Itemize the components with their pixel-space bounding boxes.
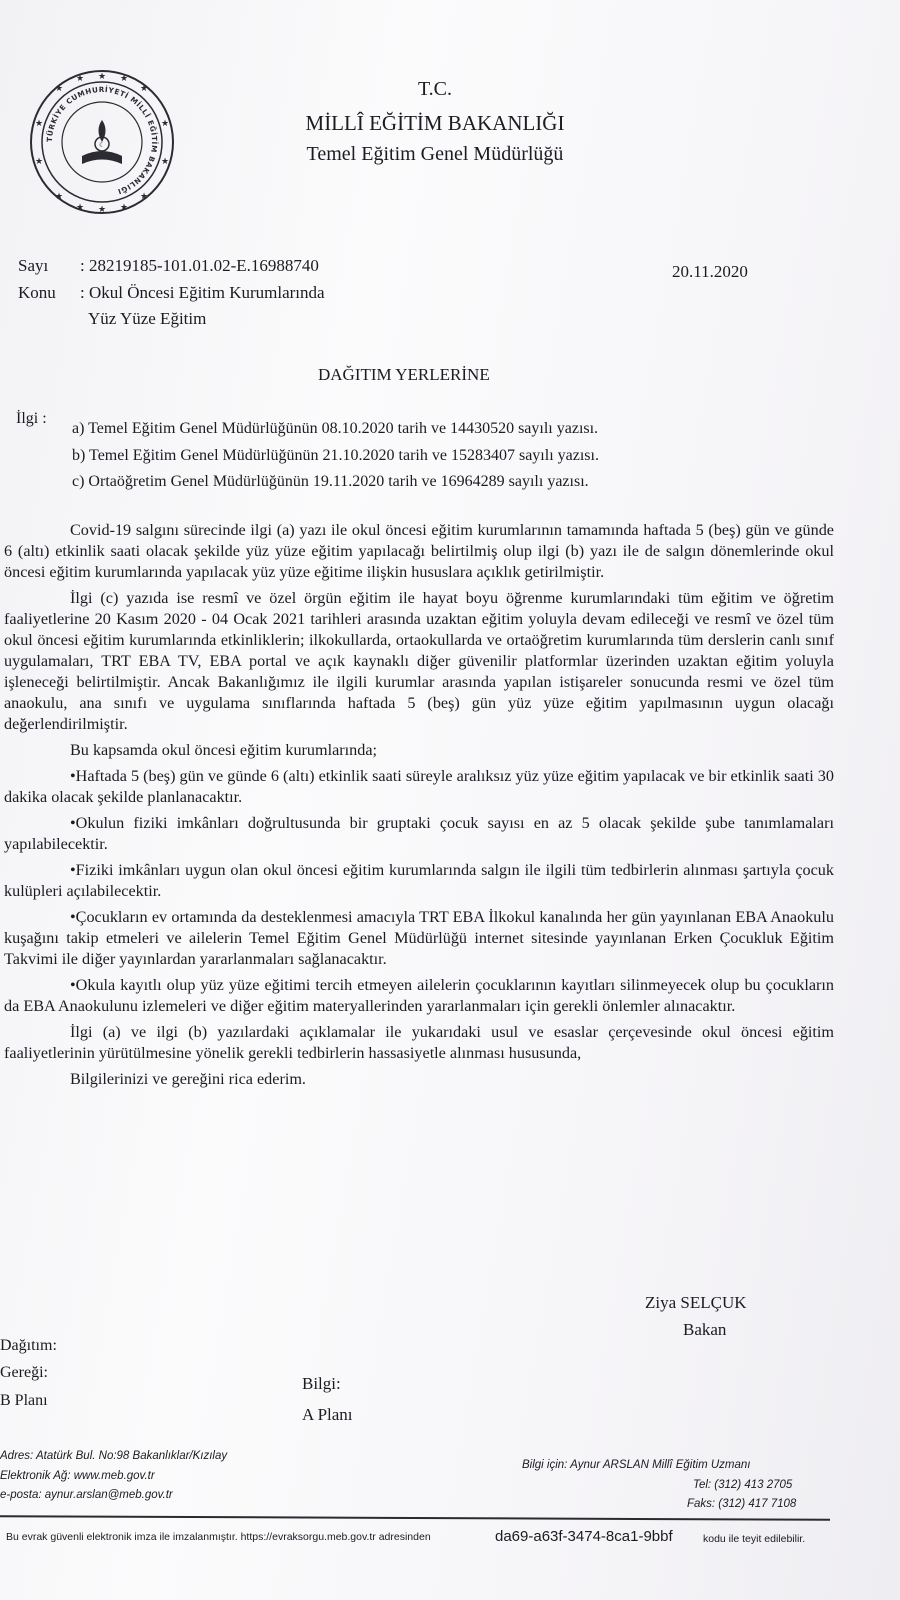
bilgi-value: A Planı bbox=[302, 1405, 353, 1424]
footer-address: Adres: Atatürk Bul. No:98 Bakanlıklar/Kızılay bbox=[0, 1450, 228, 1462]
paragraph-request: Bilgilerinizi ve gereğini rica ederim. bbox=[70, 1070, 306, 1088]
svg-text:★: ★ bbox=[140, 191, 149, 201]
bullet-item: •Çocukların ev ortamında da desteklenmesi amacıyla TRT EBA İlkokul kanalında her gün yayınlanan EBA Anaokulu kuşağını takip etmeleri ve ailelerin Temel Eğitim Genel Müdürlüğü internet sitesinde yayınlanan Erken Çocukluk Eğitim Takvimi ile diğer yayınlardan yararlanmaları sağlanacaktır. bbox=[4, 908, 834, 968]
footer-email: e-posta: aynur.arslan@meb.gov.tr bbox=[0, 1489, 173, 1501]
svg-text:★: ★ bbox=[55, 83, 64, 93]
ilgi-label: İlgi : bbox=[16, 410, 47, 427]
verification-suffix: kodu ile teyit edilebilir. bbox=[703, 1533, 806, 1545]
svg-text:★: ★ bbox=[120, 73, 129, 83]
signatory-name: Ziya SELÇUK bbox=[645, 1293, 747, 1312]
svg-text:★: ★ bbox=[55, 191, 64, 201]
svg-text:★: ★ bbox=[120, 202, 129, 212]
recipient-heading: DAĞITIM YERLERİNE bbox=[318, 365, 490, 384]
ministry-seal-logo bbox=[28, 68, 176, 216]
header-directorate: Temel Eğitim Genel Müdürlüğü bbox=[306, 143, 564, 165]
svg-text:TÜRKİYE CUMHURİYETİ MİLLÎ EĞİT: TÜRKİYE CUMHURİYETİ MİLLÎ EĞİTİM BAKANLIĞI bbox=[44, 84, 160, 197]
svg-text:☾: ☾ bbox=[99, 141, 106, 149]
bilgi-label: Bilgi: bbox=[302, 1374, 341, 1393]
distribution-label: Dağıtım: bbox=[0, 1337, 57, 1354]
verification-code: da69-a63f-3474-8ca1-9bbf bbox=[495, 1528, 673, 1545]
paragraph-scope: Bu kapsamda okul öncesi eğitim kurumlarında; bbox=[70, 741, 378, 759]
paragraph-covid: Covid-19 salgını sürecinde ilgi (a) yazı ile okul öncesi eğitim kurumlarının tamamında haftada 5 (beş) gün ve günde 6 (altı) etkinlik saati olacak şekilde yüz yüze eğitim yapılacağı belirtilmiş olup ilgi (b) yazı ile de salgın dönemlerinde okul öncesi eğitim kurumlarında yapılacak yüz yüze eğitime ilişkin hususlara açıklık getirilmiştir. bbox=[4, 521, 834, 581]
svg-text:★: ★ bbox=[35, 118, 44, 128]
footer-contact: Bilgi için: Aynur ARSLAN Millî Eğitim Uzmanı bbox=[522, 1459, 751, 1471]
svg-text:★: ★ bbox=[161, 118, 170, 128]
svg-text:★: ★ bbox=[76, 202, 85, 212]
geregi-value: B Planı bbox=[0, 1392, 48, 1409]
signatory-title: Bakan bbox=[683, 1320, 727, 1339]
paragraph-ilgi-c: İlgi (c) yazıda ise resmî ve özel örgün eğitim ile hayat boyu öğrenme kurumlarındaki tüm eğitim ve öğretim faaliyetlerine 20 Kasım 2020 - 04 Ocak 2021 tarihleri arasında uzaktan eğitim yoluyla devam edileceği ve resmî ve özel tüm okul öncesi eğitim kurumlarında etkinliklerin; ilkokullarda, ortaokullarda ve ortaöğretim kurumlarında tüm derslerin canlı sınıf uygulamaları, TRT EBA TV, EBA portal ve açık kaynaklı diğer güvenilir platformlar üzerinden uzaktan eğitim yoluyla işleneceği belirtilmiştir. Ancak Bakanlığımız ile ilgili kurumlar arasında yapılan istişareler sonucunda resmi ve özel tüm anaokulu, ana sınıfı ve uygulama sınıflarında haftada 5 (beş) gün yüz yüze eğitim yapılmasının uygun olacağı değerlendirilmiştir. bbox=[4, 589, 834, 733]
paragraph-closing: İlgi (a) ve ilgi (b) yazılardaki açıklamalar ile yukarıdaki usul ve esaslar çerçevesinde okul öncesi eğitim faaliyetlerinin yürütülmesine yönelik gerekli tedbirlerin hassasiyetle alınması hususunda, bbox=[4, 1023, 834, 1062]
footer-phone: Tel: (312) 413 2705 bbox=[693, 1479, 793, 1491]
ilgi-item-a: a) Temel Eğitim Genel Müdürlüğünün 08.10.2020 tarih ve 14430520 sayılı yazısı. bbox=[72, 420, 599, 437]
bullet-item: •Okulun fiziki imkânları doğrultusunda bir gruptaki çocuk sayısı en az 5 olacak şekilde şube tanımlamaları yapılabilecektir. bbox=[4, 814, 834, 853]
svg-text:★: ★ bbox=[161, 156, 170, 166]
bullet-item: •Haftada 5 (beş) gün ve günde 6 (altı) etkinlik saati süreyle aralıksız yüz yüze eğitim yapılacak ve bir etkinlik saati 30 dakika olacak şekilde planlanacaktır. bbox=[4, 767, 834, 806]
svg-text:★: ★ bbox=[98, 204, 107, 214]
svg-text:★: ★ bbox=[35, 156, 44, 166]
svg-text:★: ★ bbox=[140, 83, 149, 93]
header-tc: T.C. bbox=[417, 78, 453, 100]
footer-network: Elektronik Ağ: www.meb.gov.tr bbox=[0, 1470, 155, 1482]
svg-text:★: ★ bbox=[76, 73, 85, 83]
footer-fax: Faks: (312) 417 7108 bbox=[687, 1498, 797, 1510]
geregi-label: Gereği: bbox=[0, 1364, 48, 1381]
bullet-item: •Fiziki imkânları uygun olan okul öncesi eğitim kurumlarında salgın ile ilgili tüm tedbirlerin alınması şartıyla çocuk kulüpleri açılabilecektir. bbox=[4, 861, 834, 900]
konu-value: : Okul Öncesi Eğitim Kurumlarında bbox=[80, 283, 325, 302]
header-ministry: MİLLÎ EĞİTİM BAKANLIĞI bbox=[305, 111, 565, 135]
footer-divider bbox=[0, 1515, 830, 1521]
verification-text: Bu evrak güvenli elektronik imza ile imzalanmıştır. https://evraksorgu.meb.gov.tr adresinden bbox=[6, 1531, 431, 1543]
letter-body bbox=[4, 520, 834, 1095]
sayi-value: : 28219185-101.01.02-E.16988740 bbox=[80, 256, 319, 275]
konu-label: Konu bbox=[18, 283, 56, 302]
svg-text:★: ★ bbox=[98, 71, 107, 81]
ilgi-item-b: b) Temel Eğitim Genel Müdürlüğünün 21.10.2020 tarih ve 15283407 sayılı yazısı. bbox=[72, 447, 599, 464]
sayi-label: Sayı bbox=[18, 256, 49, 275]
konu-value-line2: Yüz Yüze Eğitim bbox=[88, 309, 207, 328]
document-date: 20.11.2020 bbox=[672, 262, 748, 281]
ilgi-item-c: c) Ortaöğretim Genel Müdürlüğünün 19.11.2020 tarih ve 16964289 sayılı yazısı. bbox=[72, 473, 589, 490]
bullet-item: •Okula kayıtlı olup yüz yüze eğitimi tercih etmeyen ailelerin çocuklarının kayıtları silinmeyecek olup bu çocukların da EBA Anaokulunu izlemeleri ve diğer eğitim materyallerinden yararlanmaları için gerekli önlemler alınacaktır. bbox=[4, 976, 834, 1015]
